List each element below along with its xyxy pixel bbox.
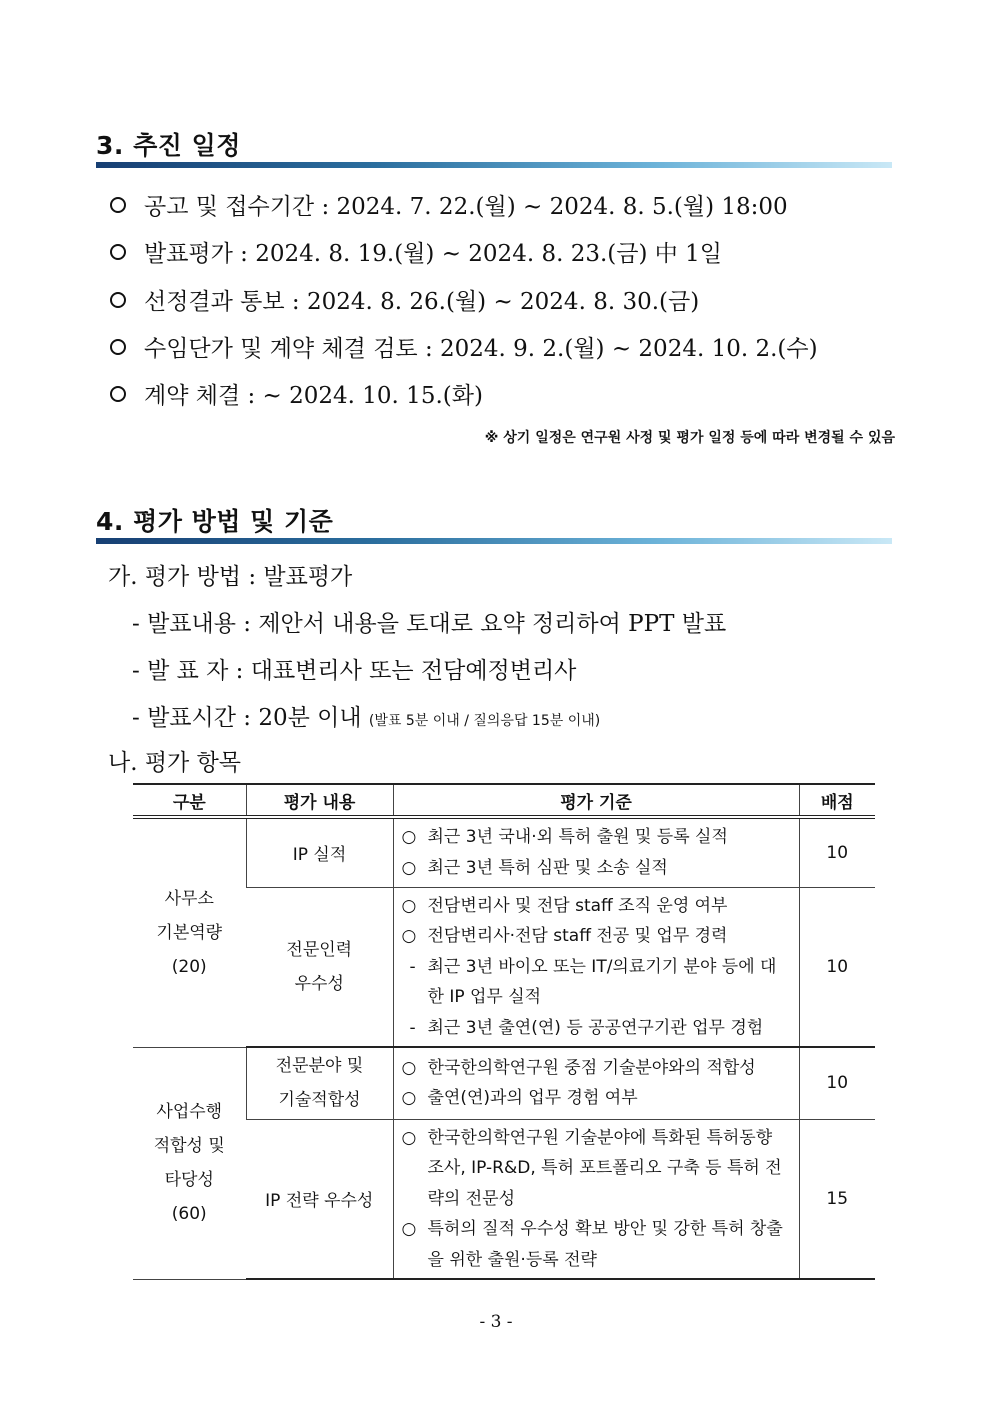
content-text: 전문분야 및 [275,1056,364,1077]
hollow-circle-bullet-icon [110,197,126,213]
criteria-text: 출연(연)과의 업무 경험 여부 [427,1088,638,1109]
section-3-divider [96,162,892,168]
evaluation-items-heading: 나. 평가 항목 [108,750,242,776]
content-text: 전문인력 [286,939,353,960]
criteria-item [402,921,791,952]
criteria-item [402,1083,791,1114]
criteria-cell [393,1119,799,1279]
header-content: 평가 내용 [246,784,393,817]
dash-bullet-icon: - [409,956,416,977]
schedule-item-text: 선정결과 통보 : 2024. 8. 26.(월) ~ 2024. 8. 30.(금) [144,289,700,315]
category-score-line: (60) [171,1204,207,1224]
category-line: 사업수행 [156,1102,223,1122]
criteria-text: 전담변리사·전담 staff 전공 및 업무 경력 [427,926,728,946]
schedule-item [110,188,788,221]
score-cell: 10 [799,1047,875,1119]
presentation-time-text: - 발표시간 : 20분 이내 [132,705,362,731]
criteria-text: 전담변리사 및 전담 staff 조직 운영 여부 [427,895,728,916]
schedule-item [110,283,699,316]
circle-bullet-icon: ○ [401,857,417,878]
hollow-circle-bullet-icon [110,339,126,355]
circle-bullet-icon: ○ [401,827,417,848]
schedule-change-note: ※ 상기 일정은 연구원 사정 및 평가 일정 등에 따라 변경될 수 있음 [484,430,895,446]
schedule-item [110,377,483,410]
criteria-text: 최근 3년 국내·외 특허 출원 및 등록 실적 [427,827,728,848]
presenter-detail: - 발 표 자 : 대표변리사 또는 전담예정변리사 [132,658,577,684]
schedule-item [110,235,722,268]
criteria-text: 최근 3년 출연(연) 등 공공연구기관 업무 경험 [427,1017,764,1038]
schedule-item-text: 수임단가 및 계약 체결 검토 : 2024. 9. 2.(월) ~ 2024. 10. 2.(수) [144,336,818,362]
schedule-item-text: 계약 체결 : ~ 2024. 10. 15.(화) [144,383,483,409]
circle-bullet-icon: ○ [401,926,417,946]
circle-bullet-icon: ○ [401,1127,417,1148]
section-3-title: 3. 추진 일정 [96,131,241,160]
circle-bullet-icon: ○ [401,1219,417,1239]
criteria-sub-item [402,952,791,1013]
category-line: 사무소 [164,888,214,909]
criteria-text: 한국한의학연구원 중점 기술분야와의 적합성 [427,1057,756,1078]
schedule-item-text: 발표평가 : 2024. 8. 19.(월) ~ 2024. 8. 23.(금) 中 1일 [144,241,722,267]
evaluation-method-heading: 가. 평가 방법 : 발표평가 [108,564,353,590]
table-row [133,817,875,887]
circle-bullet-icon: ○ [401,1057,417,1078]
criteria-item [402,1123,791,1215]
circle-bullet-icon: ○ [401,895,417,916]
criteria-item [402,891,791,922]
presentation-time-detail [132,699,600,732]
criteria-item [402,1053,791,1084]
table-row [133,1047,875,1119]
category-line: 타당성 [164,1170,214,1190]
hollow-circle-bullet-icon [110,292,126,308]
hollow-circle-bullet-icon [110,386,126,402]
criteria-item [402,1214,791,1275]
content-text: IP 실적 [292,845,347,866]
dash-bullet-icon: - [409,1017,416,1038]
category-score-line: (20) [171,956,207,977]
content-cell [246,1047,393,1119]
criteria-text: 한국한의학연구원 기술분야에 특화된 특허동향 조사, IP-R&D, 특허 포트폴리오 구축 등 특허 전략의 전문성 [427,1127,782,1209]
content-cell [246,1119,393,1279]
evaluation-criteria-table [133,783,875,1280]
table-header-row [133,784,875,817]
category-line: 적합성 및 [153,1136,225,1156]
category-line: 기본역량 [156,922,223,943]
criteria-cell [393,817,799,887]
header-score: 배점 [799,784,875,817]
schedule-item [110,330,818,363]
criteria-text: 최근 3년 특허 심판 및 소송 실적 [427,857,668,878]
content-text: IP 전략 우수성 [265,1191,374,1212]
hollow-circle-bullet-icon [110,244,126,260]
circle-bullet-icon: ○ [401,1088,417,1109]
section-4-title: 4. 평가 방법 및 기준 [96,507,334,536]
score-cell: 10 [799,817,875,887]
presentation-time-note: (발표 5분 이내 / 질의응답 15분 이내) [368,713,601,729]
criteria-item [402,853,791,884]
content-cell [246,817,393,887]
content-cell [246,887,393,1047]
score-cell: 10 [799,887,875,1047]
presentation-content-detail: - 발표내용 : 제안서 내용을 토대로 요약 정리하여 PPT 발표 [132,611,727,637]
criteria-cell [393,887,799,1047]
score-cell: 15 [799,1119,875,1279]
criteria-text: 최근 3년 바이오 또는 IT/의료기기 분야 등에 대한 IP 업무 실적 [427,956,777,1007]
content-text: 기술적합성 [278,1090,361,1111]
page-number: - 3 - [479,1312,513,1332]
header-category: 구분 [133,784,246,817]
criteria-sub-item [402,1013,791,1044]
criteria-cell [393,1047,799,1119]
section-4-divider [96,538,892,544]
header-criteria: 평가 기준 [393,784,799,817]
category-cell [133,1047,246,1279]
criteria-item [402,822,791,853]
category-cell [133,817,246,1047]
schedule-item-text: 공고 및 접수기간 : 2024. 7. 22.(월) ~ 2024. 8. 5.(월) 18:00 [144,194,788,220]
content-text: 우수성 [294,973,344,994]
criteria-text: 특허의 질적 우수성 확보 방안 및 강한 특허 창출을 위한 출원·등록 전략 [427,1219,783,1270]
